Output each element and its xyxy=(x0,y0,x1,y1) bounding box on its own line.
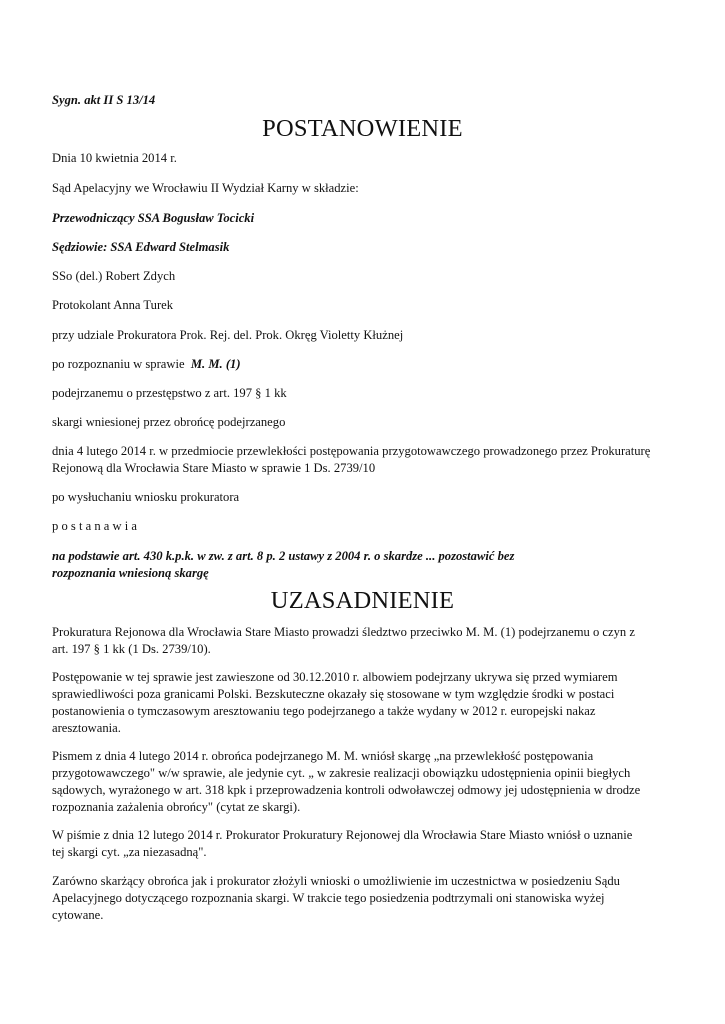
complaint-line: skargi wniesionej przez obrońcę podejrzanego xyxy=(52,415,286,429)
judges-line: Sędziowie: SSA Edward Stelmasik xyxy=(52,240,230,254)
para2-line-3: postanowienia o tymczasowym aresztowaniu tego podejrzanego a także wydany w 2012 r. europejski nakaz xyxy=(52,704,596,718)
suspect-line: podejrzanemu o przestępstwo z art. 197 § 1 kk xyxy=(52,386,287,400)
para5-line-1: Zarówno skarżący obrońca jak i prokurator złożyli wnioski o umożliwienie im uczestnictwa w posiedzeniu Sądu xyxy=(52,874,620,888)
para3-line-1: Pismem z dnia 4 lutego 2014 r. obrońca podejrzanego M. M. wniósł skargę „na przewlekłość postępowania xyxy=(52,749,594,763)
para5-line-2: Apelacyjnego dotyczącego rozpoznania skargi. W trakcie tego posiedzenia podtrzymali oni stanowiska wyżej xyxy=(52,891,605,905)
clerk-line: Protokolant Anna Turek xyxy=(52,298,174,312)
para1-line-2: art. 197 § 1 kk (1 Ds. 2739/10). xyxy=(52,642,211,656)
ruling-line-2: rozpoznania wniesioną skargę xyxy=(52,566,209,580)
ruling-line-1: na podstawie art. 430 k.p.k. w zw. z art. 8 p. 2 ustawy z 2004 r. o skardze ... pozostawić bez xyxy=(52,549,515,563)
case-signature: Sygn. akt II S 13/14 xyxy=(52,93,156,107)
hearing-line: po wysłuchaniu wniosku prokuratora xyxy=(52,490,240,504)
presiding-judge: Przewodniczący SSA Bogusław Tocicki xyxy=(52,211,255,225)
para3-line-4: rozpoznania zażalenia obrońcy" (cytat ze skargi). xyxy=(52,800,301,814)
decides-line: p o s t a n a w i a xyxy=(52,519,137,533)
para4-line-2: tej skargi cyt. „za niezasadną". xyxy=(52,845,207,859)
para2-line-1: Postępowanie w tej sprawie jest zawieszone od 30.12.2010 r. albowiem podejrzany ukrywa się przed wymiarem xyxy=(52,670,618,684)
para3-line-2: przygotowawczego" w/w sprawie, ale jedynie cyt. „ w zakresie realizacji obowiązku udostępnienia opinii biegłych xyxy=(52,766,631,780)
para2-line-4: aresztowania. xyxy=(52,721,121,735)
para5-line-3: cytowane. xyxy=(52,908,104,922)
document-title: POSTANOWIENIE xyxy=(262,115,463,142)
complaint-date-line-2: Rejonową dla Wrocławia Stare Miasto w sprawie 1 Ds. 2739/10 xyxy=(52,461,376,475)
complaint-date-line-1: dnia 4 lutego 2014 r. w przedmiocie przewlekłości postępowania przygotowawczego prowadzonego przez Prokuraturę xyxy=(52,444,651,458)
prosecutor-line: przy udziale Prokuratora Prok. Rej. del. Prok. Okręg Violetty Kłużnej xyxy=(52,328,404,342)
para2-line-2: sprawiedliwości poza granicami Polski. Bezskuteczne okazały się stosowane w tym względzie środki w postaci xyxy=(52,687,615,701)
case-prefix: po rozpoznaniu w sprawie xyxy=(52,357,185,371)
case-line xyxy=(52,355,674,373)
judge-line: SSo (del.) Robert Zdych xyxy=(52,269,176,283)
case-name: M. M. (1) xyxy=(190,357,241,371)
court-composition-line: Sąd Apelacyjny we Wrocławiu II Wydział Karny w składzie: xyxy=(52,181,359,195)
justification-title: UZASADNIENIE xyxy=(270,587,455,614)
para4-line-1: W piśmie z dnia 12 lutego 2014 r. Prokurator Prokuratury Rejonowej dla Wrocławia Stare Miasto wniósł o uznanie xyxy=(52,828,633,842)
date-line: Dnia 10 kwietnia 2014 r. xyxy=(52,151,177,165)
para3-line-3: sądowych, wyrażonego w art. 318 kpk i przeprowadzenia kontroli odwoławczej odmowy jej udostępnienia w drodze xyxy=(52,783,641,797)
para1-line-1: Prokuratura Rejonowa dla Wrocławia Stare Miasto prowadzi śledztwo przeciwko M. M. (1) podejrzanemu o czyn z xyxy=(52,625,635,639)
